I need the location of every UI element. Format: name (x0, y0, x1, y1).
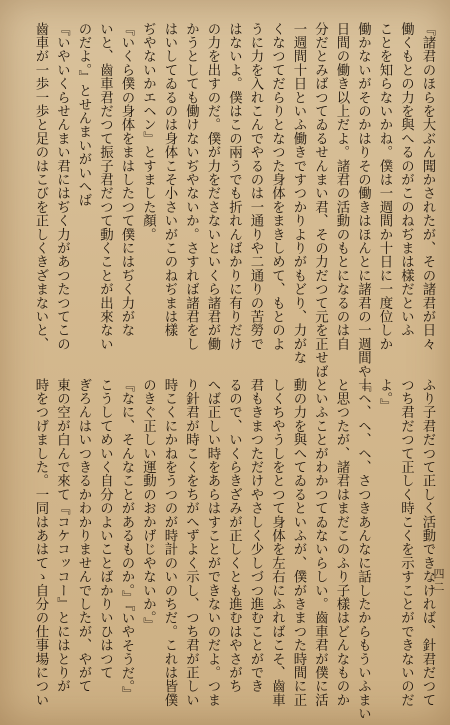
upper-text-block (30, 22, 439, 392)
text-column: いと、齒車君だつて振子君だつて動くことが出來ない (97, 22, 113, 351)
text-column: 『ヘ、ヘ、ヘ、さつきあんなに話したからもういふまい (355, 378, 371, 721)
text-column: よ。』 (377, 378, 392, 413)
text-column: のきぐ正しい運動のおかげじやないか。』 (140, 378, 156, 632)
text-column: ぢやないかエヘン』とすました顏。 (140, 22, 156, 242)
text-column: かうとしても働けないぢやないか。さすれば諸君をし (183, 22, 199, 351)
text-column: のだよ。』とせんまいがいへば (76, 22, 91, 208)
text-column: といふことがわかつてゐないらしい。齒車君が僕に活 (312, 378, 328, 707)
text-column: しくちやうしをとつて身体を左右にふればこそ、齒車 (269, 378, 285, 707)
text-column: 一週間十日といふ働きですつかりよりがもどり、力がな (291, 22, 306, 365)
text-column: 日間の働き以上だよ。諸君の活動のもとになるのは自 (334, 22, 349, 351)
text-column: ことを知らないかね。僕は一週間か十日に一度位しか (377, 22, 392, 351)
text-column: 『いやいくらせんまい君にはぢく力があつたつてこの (54, 22, 70, 351)
text-column: 東の空が白んで來て『コケコッコー』とにはとりが (54, 378, 70, 694)
text-column: ぎろんはいつきるかわかりませんでしたが、やがて (76, 378, 91, 694)
text-column: こうしてめいく自分のよいことばかりいひはつて (97, 378, 113, 680)
text-column: はないよ。僕はこの兩うでも折れんばかりに有りだけ (226, 22, 242, 351)
text-column: 時こくにかねをうつのが時計のいのちだ。これは皆僕 (162, 378, 177, 707)
text-column: 分だとみばつてゐるせんまい君、その力だつて元を正せば (312, 22, 328, 379)
text-column: つち君だつて正しく時こくを示すことができないのだ (398, 378, 414, 707)
text-column: 『諸君のほらを大ぶん聞かされたが、その諸君が日々 (420, 22, 435, 351)
text-column: り針君が時こくをちがへずよく示し、つち君が正しい (183, 378, 199, 707)
text-column: くなつてだらりとなつた身体をまきしめて、もとのよ (269, 22, 285, 351)
text-column: 動の力を與へてゐるといふが、僕がきまつた時間に正 (291, 378, 306, 707)
text-column: 『なに、そんなことがあるものか。』『いやそうだ。』 (119, 378, 134, 701)
text-column: うに力を入れこんでやるのは一通りや二通りの苦勞で (248, 22, 263, 351)
text-column: はいしてゐるのは身体こそ小さいがこのねぢまは樣 (162, 22, 177, 338)
text-column: 齒車が一歩一歩と足のはこびを正しくきざまないと、 (33, 22, 48, 351)
text-column: 働くもとの力を與へるのがこのねぢまは樣だといふ (398, 22, 414, 338)
text-column: 『いくら僕の身体をまはしたつて僕にはぢく力がな (119, 22, 134, 338)
text-column: るので、いくらきざみが正しくとも進むはやさがち (226, 378, 242, 694)
text-column: 君もきまつただけやさしく少しづつ進むことができ (248, 378, 263, 694)
text-column: 働かないがそのかはりその働きはほんとに諸君の一週間や十 (355, 22, 371, 392)
text-column: ふり子君だつて正しく活動できなければ、針君だつて (420, 378, 435, 707)
page-number: 四二 (432, 568, 445, 594)
text-column: の力を出すのだ。僕が力をださないといくら諸君が働 (205, 22, 220, 351)
text-column: へば正しい時をあらはすことができないのだよ。つま (205, 378, 220, 707)
text-column: と思つたが、諸君はまだこのふり子樣はどんなものか (334, 378, 349, 707)
text-column: 時をつげました。一同はあはてゝ自分の仕事場につい (33, 378, 48, 707)
lower-text-block (30, 378, 439, 721)
